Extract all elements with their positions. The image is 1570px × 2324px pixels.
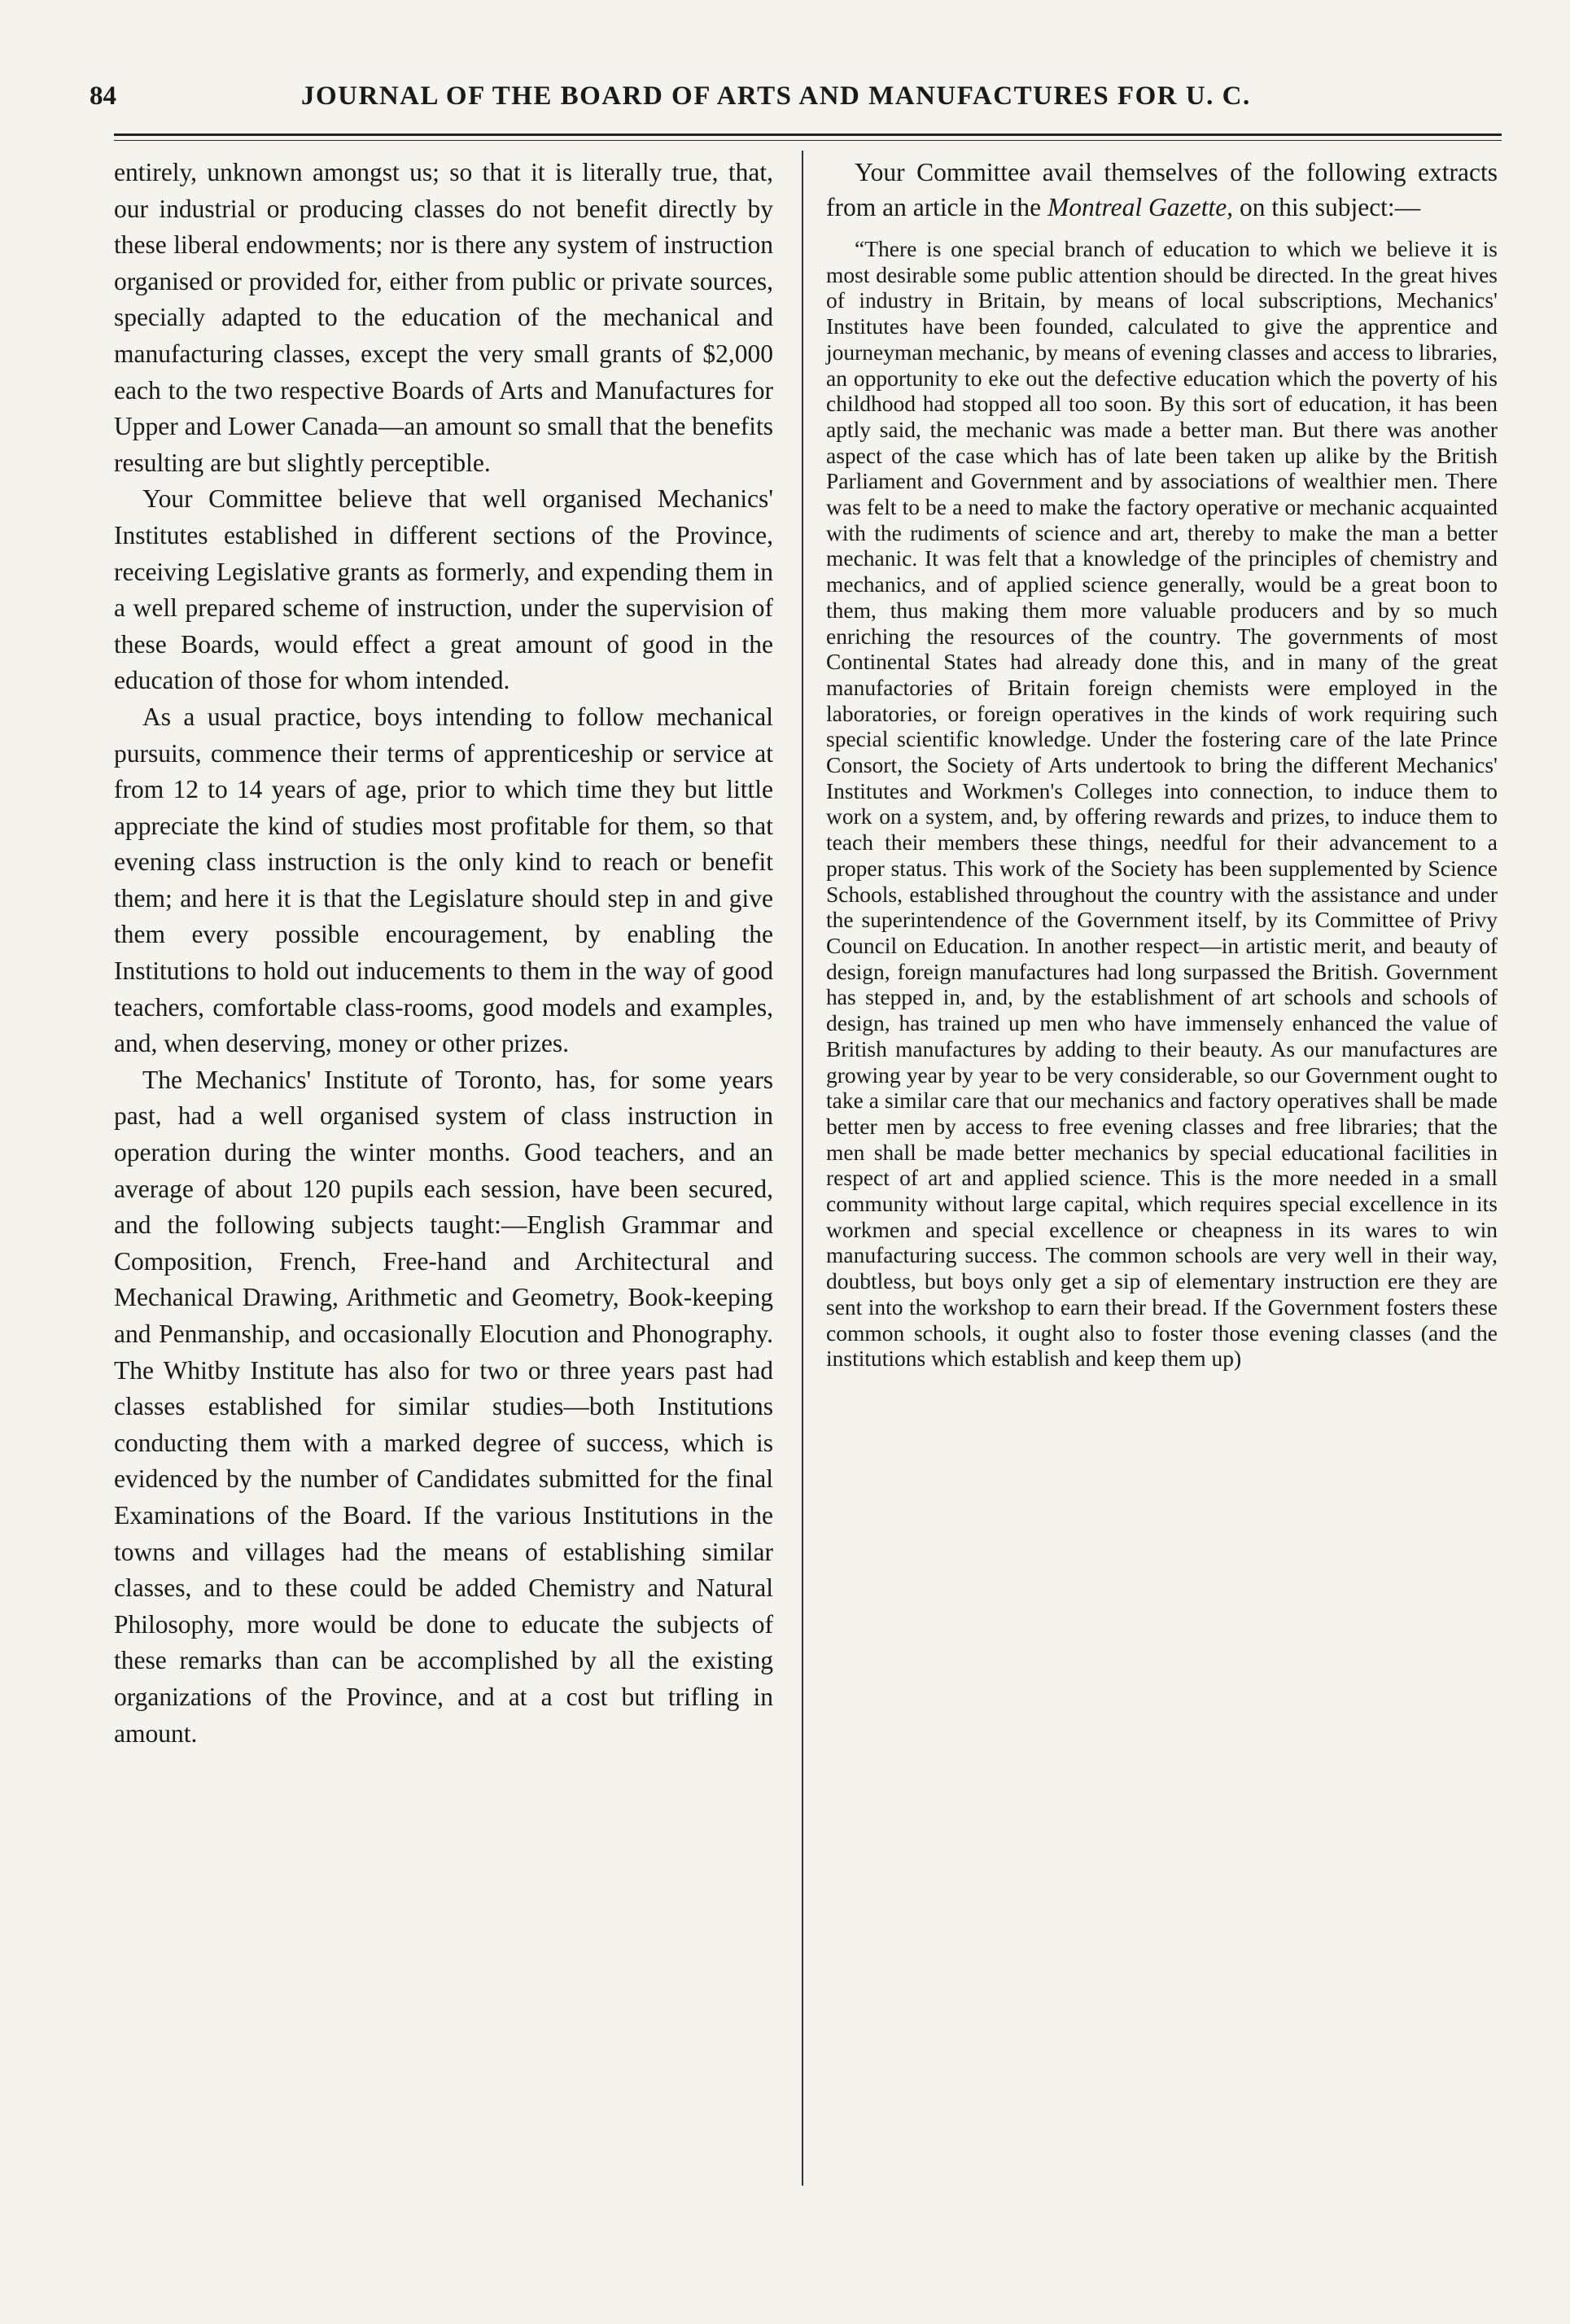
newspaper-title: Montreal Gazette, xyxy=(1047,193,1234,221)
paragraph: As a usual practice, boys intending to follow mechanical pursuits, commence their terms of apprenticeship or service at from 12 to 14 years of age, prior to which time they but little appreciate the kind of studies most profitable for them, so that evening class instruction is the only kind to reach or benefit them; and here it is that the Legislature should step in and give them every possible encouragement, by enabling the Institutions to hold out inducements to them in the way of good teachers, comfortable class-rooms, good models and examples, and, when deserving, money or other prizes. xyxy=(114,702,773,1058)
page-header xyxy=(90,81,1489,122)
header-rule-thin xyxy=(114,140,1502,141)
paragraph: entirely, unknown amongst us; so that it is literally true, that, our industrial or producing classes do not benefit directly by these liberal endowments; nor is there any system of instruction organised or provided for, either from public or private sources, specially adapted to the education of the mechanical and manufacturing classes, except the very small grants of $2,000 each to the two respective Boards of Arts and Manufactures for Upper and Lower Canada—an amount so small that the benefits resulting are but slightly perceptible. xyxy=(114,158,773,477)
quoted-article: “There is one special branch of education to which we believe it is most desirable some public attention should be directed. In the great hives of industry in Britain, by means of local subscriptions, Mechanics' Institutes have been founded, calculated to give the apprentice and journeyman mechanic, by means of evening classes and access to libraries, an opportunity to eke out the defective education which the poverty of his childhood had stopped all too soon. By this sort of education, it has been aptly said, the mechanic was made a better man. But there was another aspect of the case which has of late been taken up alike by the British Parliament and Government and by associations of wealthier men. There was felt to be a need to make the factory operative or mechanic acquainted with the rudiments of science and art, thereby to make the man a better mechanic. It was felt that a knowledge of the principles of chemistry and mechanics, and of applied science generally, would be a great boon to them, thus making them more valuable producers and by so much enriching the resources of the country. The governments of most Continental States had already done this, and in many of the great manufactories of Britain foreign chemists were employed in the laboratories, or foreign operatives in the kinds of work requiring such special scientific knowledge. Under the fostering care of the late Prince Consort, the Society of Arts undertook to bring the different Mechanics' Institutes and Workmen's Colleges into connection, to induce them to work on a system, and, by offering rewards and prizes, to induce them to teach their members these things, needful for their advancement to a proper status. This work of the Society has been supplemented by Science Schools, established throughout the country with the assistance and under the superintendence of the Government itself, by its Committee of Privy Council on Education. In another respect—in artistic merit, and beauty of design, foreign manufactures had long surpassed the British. Government has stepped in, and, by the establishment of art schools and schools of design, has trained up men who have immensely enhanced the value of British manufactures by adding to their beauty. As our manufactures are growing year by year to be very considerable, so our Government ought to take a similar care that our mechanics and factory operatives shall be made better men by access to free evening classes and free libraries; that the men shall be made better mechanics by special educational facilities in respect of art and applied science. This is the more needed in a small community without large capital, which requires special excellence in its workmen and special excellence or cheapness in its wares to win manufacturing success. The common schools are very well in their way, doubtless, but boys only get a sip of elementary instruction ere they are sent into the workshop to earn their bread. If the Government fosters these common schools, it ought also to foster those evening classes (and the institutions which establish and keep them up) xyxy=(826,236,1498,1372)
intro-paragraph xyxy=(826,155,1498,225)
intro-text: Your Committee avail themselves of the following extracts from an article in the xyxy=(826,158,1498,221)
running-title: JOURNAL OF THE BOARD OF ARTS AND MANUFACTURES FOR U. C. xyxy=(301,81,1251,111)
left-column xyxy=(114,155,773,1752)
page-number: 84 xyxy=(90,81,116,111)
paragraph: The Mechanics' Institute of Toronto, has, for some years past, had a well organised system of class instruction in operation during the winter months. Good teachers, and an average of about 120 pupils each session, have been secured, and the following subjects taught:—English Grammar and Composition, French, Free-hand and Architectural and Mechanical Drawing, Arithmetic and Geometry, Book-keeping and Penmanship, and occasionally Elocution and Phonography. The Whitby Institute has also for two or three years past had classes established for similar studies—both Institutions conducting them with a marked degree of success, which is evidenced by the number of Candidates submitted for the final Examinations of the Board. If the various Institutions in the towns and villages had the means of establishing similar classes, and to these could be added Chemistry and Natural Philosophy, more would be done to educate the subjects of these remarks than can be accomplished by all the existing organizations of the Province, and at a cost but trifling in amount. xyxy=(114,1065,773,1748)
header-rule xyxy=(114,133,1502,136)
column-divider xyxy=(802,151,803,2186)
right-column xyxy=(826,155,1498,1372)
intro-text-end: on this subject:— xyxy=(1233,193,1421,221)
paragraph: Your Committee believe that well organised Mechanics' Institutes established in different sections of the Province, receiving Legislative grants as formerly, and expending them in a well prepared scheme of instruction, under the supervision of these Boards, would effect a great amount of good in the education of those for whom intended. xyxy=(114,484,773,695)
